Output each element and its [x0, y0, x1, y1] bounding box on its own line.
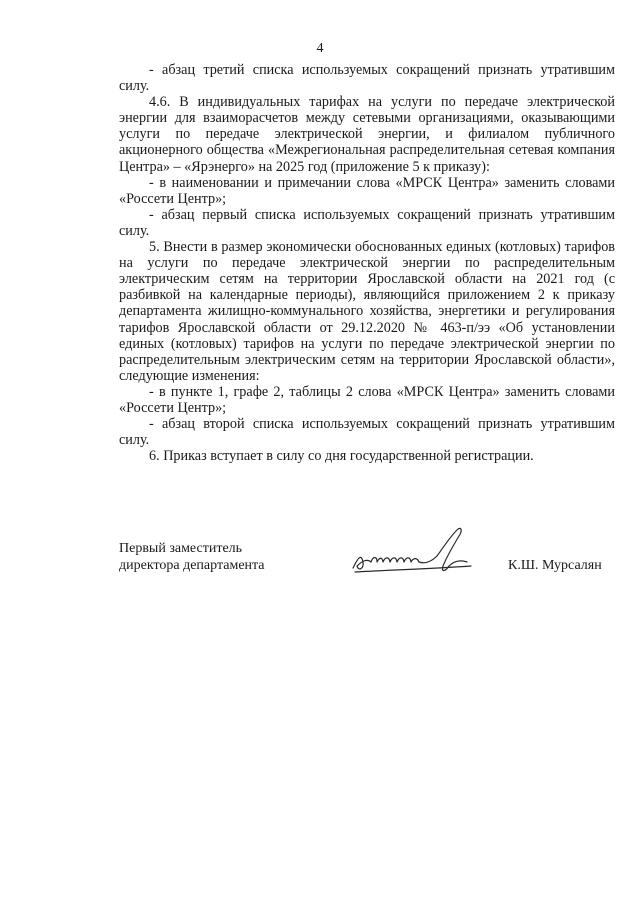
- signature-block: [119, 540, 619, 590]
- paragraph-rename-table-2: - в пункте 1, графе 2, таблицы 2 слова «МРСК Центра» заменить словами «Россети Центр»;: [119, 383, 615, 416]
- paragraph-abolish-abbrev-3: - абзац третий списка используемых сокращений признать утратившим силу.: [119, 62, 615, 95]
- signatory-title-line-2: директора департамента: [119, 558, 265, 573]
- paragraph-abolish-abbrev-2: - абзац второй списка используемых сокращений признать утратившим силу.: [119, 416, 615, 449]
- paragraph-4-6: 4.6. В индивидуальных тарифах на услуги по передаче электрической энергии для взаиморасчетов между сетевыми организациями, оказывающими услуги по передаче электрической энергии, и филиалом публичного акционерного общества «Межрегиональная распределительная сетевая компания Центра» – «Ярэнерго» на 2025 год (приложение 5 к приказу):: [119, 94, 615, 175]
- signatory-title-line-1: Первый заместитель: [119, 541, 243, 556]
- signatory-name: К.Ш. Мурсалян: [508, 558, 602, 573]
- paragraph-rename-mrsk: - в наименовании и примечании слова «МРСК Центра» заменить словами «Россети Центр»;: [119, 174, 615, 207]
- paragraph-abolish-abbrev-1: - абзац первый списка используемых сокращений признать утратившим силу.: [119, 206, 615, 239]
- handwritten-signature: [349, 522, 499, 582]
- page-number: 4: [316, 41, 324, 56]
- document-body: [119, 62, 615, 464]
- paragraph-5: 5. Внести в размер экономически обоснованных единых (котловых) тарифов на услуги по передаче электрической энергии по распределительным электрическим сетям на территории Ярославской области на 2021 год (с разбивкой на календарные периоды), являющийся приложением 2 к приказу департамента жилищно-коммунального хозяйства, энергетики и регулирования тарифов Ярославской области от 29.12.2020 № 463-п/ээ «Об установлении единых (котловых) тарифов на услуги по передаче электрической энергии по распределительным электрическим сетям на территории Ярославской области», следующие изменения:: [119, 239, 615, 384]
- paragraph-6: 6. Приказ вступает в силу со дня государственной регистрации.: [149, 448, 534, 465]
